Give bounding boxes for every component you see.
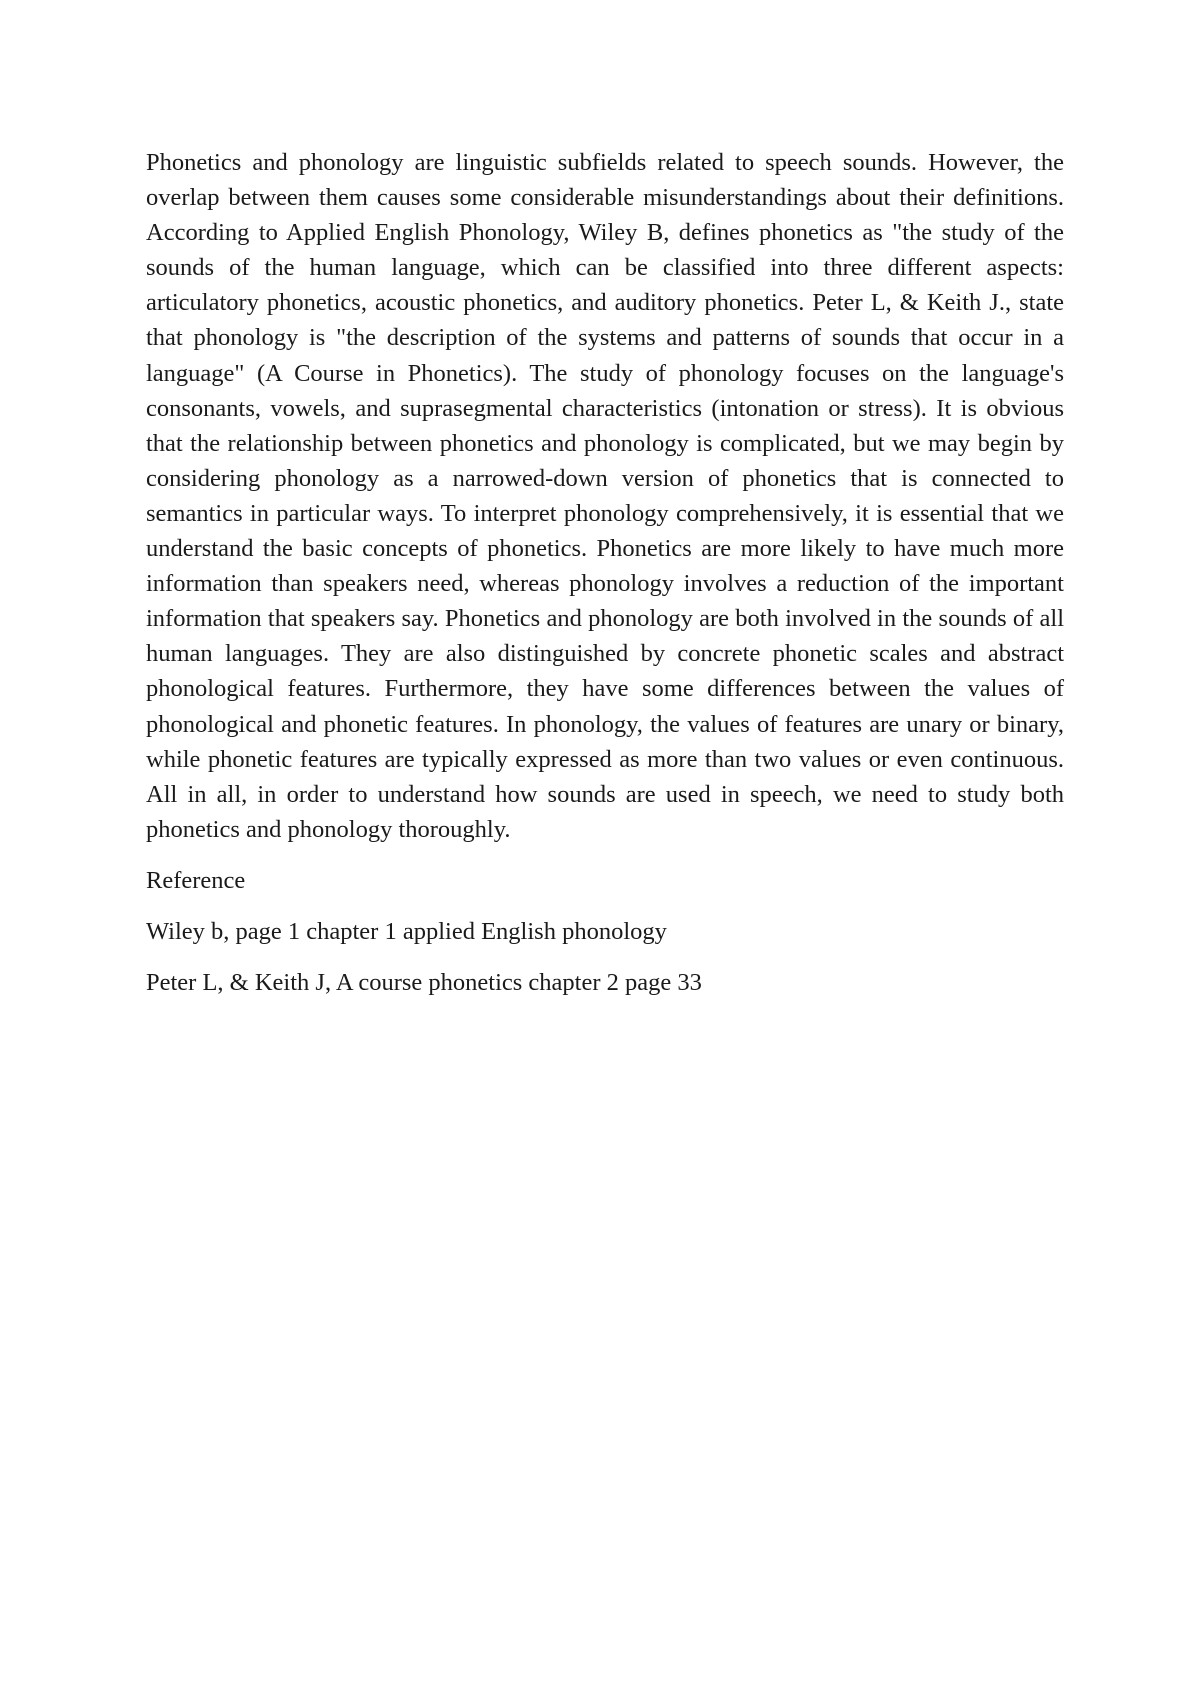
reference-entry: Peter L, & Keith J, A course phonetics chapter 2 page 33 — [146, 969, 702, 997]
body-paragraph: Phonetics and phonology are linguistic subfields related to speech sounds. However, the overlap between them causes some considerable misunderstandings about their definitions. According to Applied English Phonology, Wiley B, defines phonetics as "the study of the sounds of the human language, which can be classified into three different aspects: articulatory phonetics, acoustic phonetics, and auditory phonetics. Peter L, & Keith J., state that phonology is "the description of the systems and patterns of sounds that occur in a language" (A Course in Phonetics). The study of phonology focuses on the language's consonants, vowels, and suprasegmental characteristics (intonation or stress). It is obvious that the relationship between phonetics and phonology is complicated, but we may begin by considering phonology as a narrowed-down version of phonetics that is connected to semantics in particular ways. To interpret phonology comprehensively, it is essential that we understand the basic concepts of phonetics. Phonetics are more likely to have much more information than speakers need, whereas phonology involves a reduction of the important information that speakers say. Phonetics and phonology are both involved in the sounds of all human languages. They are also distinguished by concrete phonetic scales and abstract phonological features. Furthermore, they have some differences between the values of phonological and phonetic features. In phonology, the values of features are unary or binary, while phonetic features are typically expressed as more than two values or even continuous. All in all, in order to understand how sounds are used in speech, we need to study both phonetics and phonology thoroughly. — [146, 149, 1064, 843]
document-body — [146, 145, 1064, 1000]
reference-heading: Reference — [146, 866, 246, 894]
reference-entry: Wiley b, page 1 chapter 1 applied English phonology — [146, 917, 667, 945]
